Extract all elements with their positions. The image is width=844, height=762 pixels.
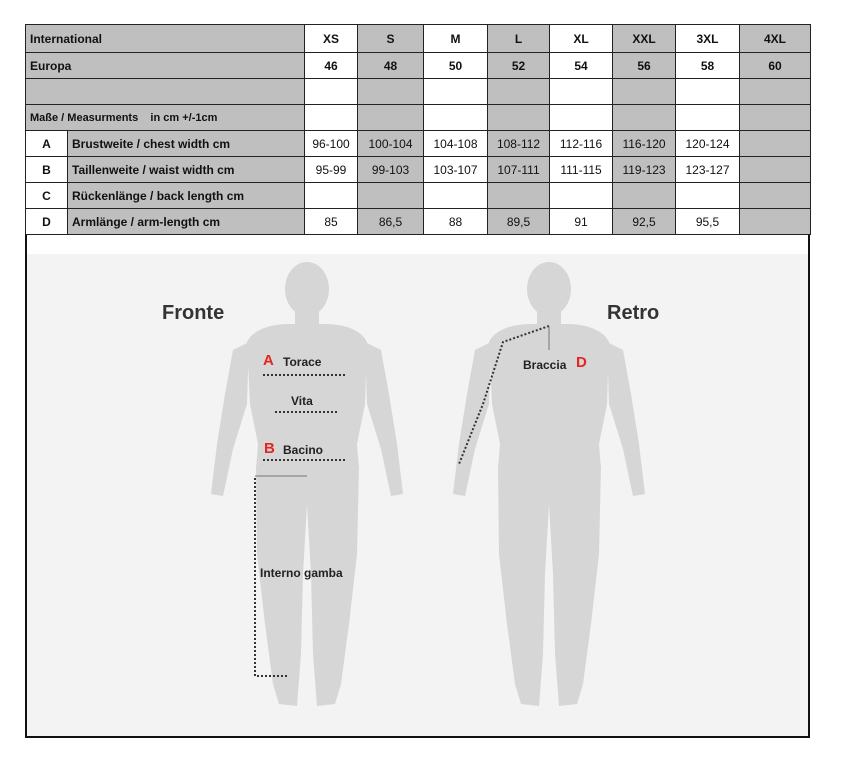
value-cell: 108-112 [488, 131, 550, 157]
row-letter: A [26, 131, 68, 157]
value-cell: 95-99 [305, 157, 358, 183]
value-cell [550, 183, 613, 209]
europa-cell: 56 [613, 53, 676, 79]
value-cell: 89,5 [488, 209, 550, 235]
value-cell: 99-103 [358, 157, 424, 183]
row-label: Armlänge / arm-length cm [68, 209, 305, 235]
europa-label: Europa [26, 53, 305, 79]
europa-cell: 48 [358, 53, 424, 79]
value-cell [740, 157, 811, 183]
interno-gamba-label: Interno gamba [260, 566, 343, 580]
europa-cell: 58 [676, 53, 740, 79]
value-cell: 92,5 [613, 209, 676, 235]
value-cell [740, 209, 811, 235]
size-cell: S [358, 25, 424, 53]
bacino-label: Bacino [283, 443, 324, 457]
value-cell [488, 183, 550, 209]
value-cell [740, 183, 811, 209]
value-cell: 119-123 [613, 157, 676, 183]
row-label: Taillenweite / waist width cm [68, 157, 305, 183]
vita-label: Vita [291, 394, 313, 408]
body-measurement-diagram [27, 254, 808, 736]
value-cell: 107-111 [488, 157, 550, 183]
silhouettes [27, 254, 808, 736]
size-cell: 3XL [676, 25, 740, 53]
braccia-letter: D [576, 354, 587, 371]
row-letter: C [26, 183, 68, 209]
torace-label: Torace [283, 355, 322, 369]
value-cell [613, 183, 676, 209]
europa-row [26, 53, 811, 79]
size-cell: M [424, 25, 488, 53]
row-letter: D [26, 209, 68, 235]
value-cell: 96-100 [305, 131, 358, 157]
spacer-cell [26, 79, 305, 105]
value-cell: 86,5 [358, 209, 424, 235]
front-title: Fronte [162, 302, 225, 324]
europa-cell: 50 [424, 53, 488, 79]
measure-row-a [26, 131, 811, 157]
value-cell [424, 183, 488, 209]
size-cell: L [488, 25, 550, 53]
measure-row-b [26, 157, 811, 183]
row-label: Brustweite / chest width cm [68, 131, 305, 157]
spacer-row [26, 79, 811, 105]
value-cell: 104-108 [424, 131, 488, 157]
size-table [25, 24, 811, 235]
value-cell: 120-124 [676, 131, 740, 157]
row-letter: B [26, 157, 68, 183]
row-label: Rückenlänge / back length cm [68, 183, 305, 209]
value-cell: 116-120 [613, 131, 676, 157]
size-cell: XXL [613, 25, 676, 53]
value-cell: 91 [550, 209, 613, 235]
value-cell: 95,5 [676, 209, 740, 235]
front-silhouette [211, 262, 403, 706]
value-cell: 123-127 [676, 157, 740, 183]
size-cell: XL [550, 25, 613, 53]
value-cell [676, 183, 740, 209]
value-cell [740, 131, 811, 157]
europa-cell: 54 [550, 53, 613, 79]
measure-row-d [26, 209, 811, 235]
value-cell: 112-116 [550, 131, 613, 157]
measure-row-c [26, 183, 811, 209]
value-cell [358, 183, 424, 209]
braccia-label: Braccia [523, 358, 567, 372]
international-row [26, 25, 811, 53]
europa-cell: 46 [305, 53, 358, 79]
value-cell: 88 [424, 209, 488, 235]
value-cell: 100-104 [358, 131, 424, 157]
international-label: International [26, 25, 305, 53]
torace-letter: A [263, 352, 274, 369]
bacino-letter: B [264, 440, 275, 457]
size-cell: 4XL [740, 25, 811, 53]
measurements-label: Maße / Measurments in cm +/-1cm [26, 105, 305, 131]
back-title: Retro [607, 302, 660, 324]
value-cell [305, 183, 358, 209]
value-cell: 85 [305, 209, 358, 235]
value-cell: 111-115 [550, 157, 613, 183]
measurements-header-row [26, 105, 811, 131]
europa-cell: 60 [740, 53, 811, 79]
value-cell: 103-107 [424, 157, 488, 183]
size-cell: XS [305, 25, 358, 53]
europa-cell: 52 [488, 53, 550, 79]
